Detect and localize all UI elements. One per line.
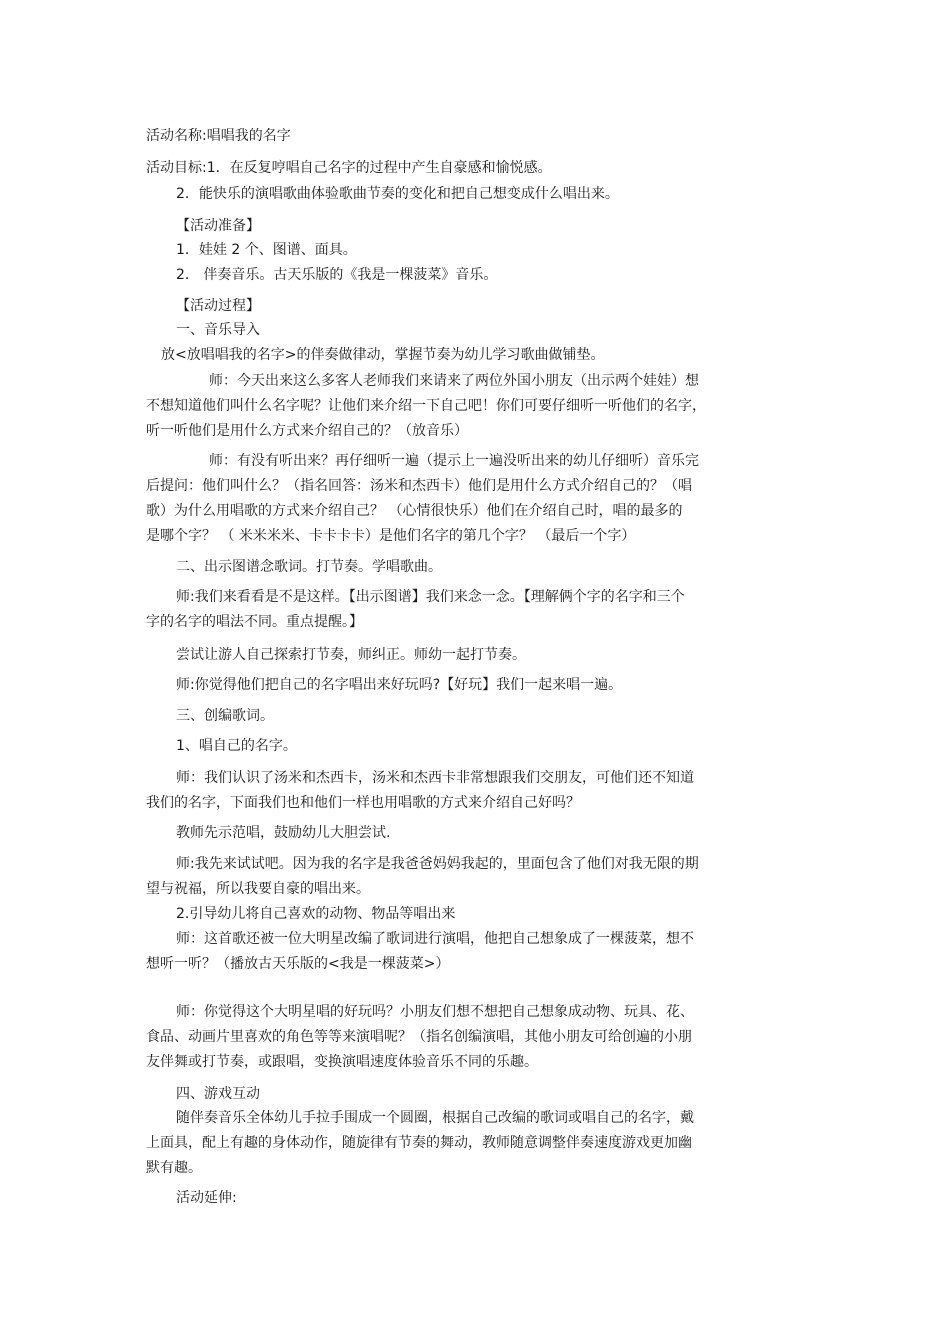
section-heading-process: 【活动过程】 [176, 298, 260, 314]
paragraph-line: 师:我们来看看是不是这样。【出示图谱】我们来念一念。【理解俩个字的名字和三个 [176, 589, 685, 605]
paragraph-line: 教师先示范唱，鼓励幼儿大胆尝试. [176, 825, 391, 841]
preparation-item-1: 1．娃娃 2 个、图谱、面具。 [176, 242, 357, 258]
paragraph-line: 是哪个字？ （ 米米米米、卡卡卡卡）是他们名字的第几个字？ （最后一个字） [146, 528, 636, 544]
step-heading-1: 一、音乐导入 [176, 322, 260, 338]
paragraph-line: 望与祝福，所以我要自豪的唱出来。 [146, 881, 370, 897]
paragraph-line: 默有趣。 [146, 1160, 202, 1176]
sub-step-heading-2: 2.引导幼儿将自己喜欢的动物、物品等唱出来 [176, 906, 456, 922]
paragraph-line: 我们的名字，下面我们也和他们一样也用唱歌的方式来介绍自己好吗？ [146, 795, 580, 811]
paragraph-line: 听一听他们是用什么方式来介绍自己的？（放音乐） [146, 423, 468, 439]
activity-extension-line: 活动延伸: [176, 1190, 237, 1206]
paragraph-line: 后提问：他们叫什么？（指名回答：汤米和杰西卡）他们是用什么方式介绍自己的？（唱 [146, 478, 692, 494]
paragraph-line: 随伴奏音乐全体幼儿手拉手围成一个圆圈，根据自己改编的歌词或唱自己的名字，戴 [176, 1110, 694, 1126]
paragraph-line: 师：你觉得这个大明星唱的好玩吗？小朋友们想不想把自己想象成动物、玩具、花、 [176, 1004, 694, 1020]
paragraph-line: 食品、动画片里喜欢的角色等等来演唱呢？（指名创编演唱，其他小朋友可给创遍的小朋 [146, 1029, 692, 1045]
paragraph-line: 师:我先来试试吧。因为我的名字是我爸爸妈妈我起的，里面包含了他们对我无限的期 [176, 856, 699, 872]
paragraph-line: 放<放唱唱我的名字>的伴奏做律动，掌握节奏为幼儿学习歌曲做铺垫。 [161, 347, 605, 363]
sub-step-heading-1: 1、唱自己的名字。 [176, 738, 297, 754]
activity-goal-2-line: 2．能快乐的演唱歌曲体验歌曲节奏的变化和把自己想变成什么唱出来。 [176, 186, 619, 202]
activity-name-line: 活动名称:唱唱我的名字 [146, 128, 291, 144]
activity-goal-line: 活动目标:1．在反复哼唱自己名字的过程中产生自豪感和愉悦感。 [146, 160, 552, 176]
paragraph-line: 友伴舞或打节奏，或跟唱，变换演唱速度体验音乐不同的乐趣。 [146, 1054, 538, 1070]
paragraph-line: 字的名字的唱法不同。重点提醒。】 [146, 614, 363, 630]
step-heading-4: 四、游戏互动 [176, 1086, 260, 1102]
paragraph-line: 师：我们认识了汤米和杰西卡，汤米和杰西卡非常想跟我们交朋友，可他们还不知道 [176, 770, 694, 786]
step-heading-3: 三、创编歌词。 [176, 708, 274, 724]
paragraph-line: 想听一听？（播放古天乐版的<我是一棵菠菜>） [146, 956, 450, 972]
paragraph-line: 上面具，配上有趣的身体动作，随旋律有节奏的舞动，教师随意调整伴奏速度游戏更加幽 [146, 1135, 692, 1151]
paragraph-line: 不想知道他们叫什么名字呢？让他们来介绍一下自己吧！你们可要仔细听一听他们的名字， [146, 398, 706, 414]
paragraph-line: 师：这首歌还被一位大明星改编了歌词进行演唱，他把自己想象成了一棵菠菜，想不 [176, 931, 694, 947]
paragraph-line: 师:你觉得他们把自己的名字唱出来好玩吗?【好玩】我们一起来唱一遍。 [176, 677, 623, 693]
paragraph-line: 尝试让游人自己探索打节奏，师纠正。师幼一起打节奏。 [176, 647, 526, 663]
paragraph-line: 师：今天出来这么多客人老师我们来请来了两位外国小朋友（出示两个娃娃）想 [209, 373, 699, 389]
paragraph-line: 师：有没有听出来？再仔细听一遍（提示上一遍没听出来的幼儿仔细听）音乐完 [209, 453, 699, 469]
section-heading-preparation: 【活动准备】 [176, 218, 260, 234]
paragraph-line: 歌）为什么用唱歌的方式来介绍自己？ （心情很快乐）他们在介绍自己时，唱的最多的 [146, 503, 683, 519]
preparation-item-2: 2． 伴奏音乐。古天乐版的《我是一棵菠菜》音乐。 [176, 267, 498, 283]
step-heading-2: 二、出示图谱念歌词。打节奏。学唱歌曲。 [176, 559, 442, 575]
